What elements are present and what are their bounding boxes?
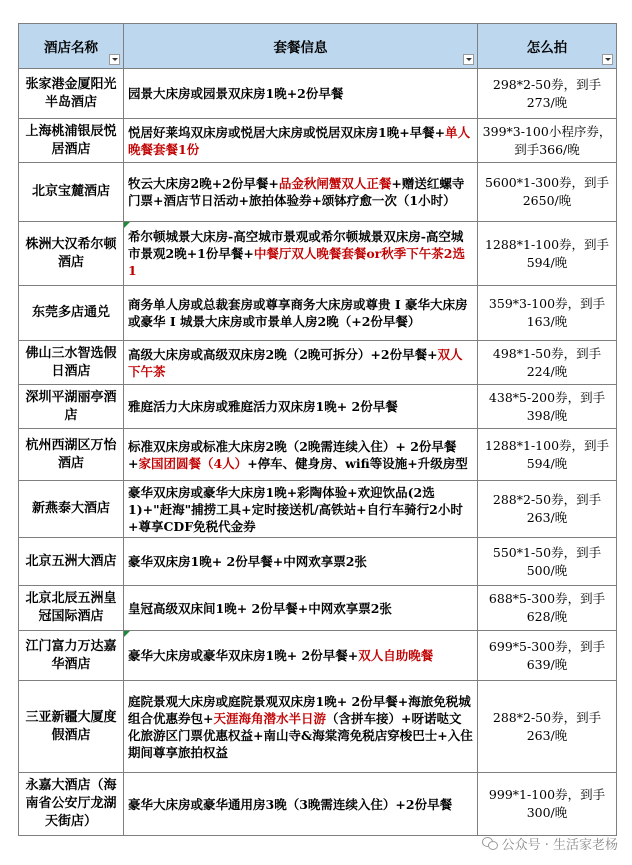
- package-text: 牧云大床房2晚+2份早餐+: [128, 176, 279, 191]
- package-text: 豪华双床房1晚+ 2份早餐+中网欢享票2张: [128, 554, 367, 569]
- price-cell[interactable]: 1288*1-100券，到手594/晚: [478, 429, 617, 481]
- wechat-icon: [482, 837, 498, 850]
- package-text: 希尔顿城景大床房-高空城市景观或希尔顿城景双床房-高空城市景观2晚+1份早餐+: [128, 229, 464, 261]
- package-info-cell[interactable]: [124, 681, 478, 773]
- hotel-name-cell[interactable]: 北京五洲大酒店: [19, 538, 124, 586]
- table-row: [19, 222, 617, 286]
- table-row: [19, 163, 617, 222]
- package-text: 标准双床房或标准大床房2晚（2晚需连续入住）+ 2份早餐+: [128, 438, 457, 471]
- hotel-name-cell[interactable]: 张家港金厦阳光半岛酒店: [19, 69, 124, 119]
- package-text: 雅庭活力大床房或雅庭活力双床房1晚+ 2份早餐: [128, 399, 398, 414]
- table-row: [19, 631, 617, 681]
- watermark: 公众号 · 生活家老杨: [482, 834, 618, 853]
- header-row: [19, 24, 617, 69]
- table-row: [19, 286, 617, 341]
- table-row: [19, 429, 617, 481]
- price-cell[interactable]: 699*5-300券，到手639/晚: [478, 631, 617, 681]
- package-info-cell[interactable]: [124, 69, 478, 119]
- package-text: 庭院景观大床房或庭院景观双床房1晚+ 2份早餐+海旅免税城组合优惠券包+: [128, 693, 471, 726]
- price-cell[interactable]: 498*1-50券，到手224/晚: [478, 341, 617, 385]
- package-text: 高级大床房或高级双床房2晚（2晚可拆分）+2份早餐+: [128, 346, 438, 362]
- hotel-name-cell[interactable]: 杭州西湖区万怡酒店: [19, 429, 124, 481]
- hotel-name-cell[interactable]: 北京宝麓酒店: [19, 163, 124, 222]
- table-row: [19, 119, 617, 163]
- price-cell[interactable]: 1288*1-100券，到手594/晚: [478, 222, 617, 286]
- table-row: [19, 538, 617, 586]
- package-info-cell[interactable]: [124, 341, 478, 385]
- package-info-cell[interactable]: [124, 631, 478, 681]
- hotel-name-cell[interactable]: 佛山三水智选假日酒店: [19, 341, 124, 385]
- package-highlight-text: 中餐厅双人晚餐套餐or秋季下午茶2选1: [128, 246, 465, 278]
- package-highlight-text: 品金秋闸蟹双人正餐: [278, 176, 392, 191]
- package-highlight-text: 家国团圆餐（4人）: [138, 455, 248, 471]
- price-cell[interactable]: 688*5-300券，到手628/晚: [478, 586, 617, 631]
- hotel-name-cell[interactable]: 永嘉大酒店（海南省公安厅龙湖天街店）: [19, 773, 124, 836]
- hotel-name-cell[interactable]: 深圳平湖丽亭酒店: [19, 385, 124, 429]
- price-cell[interactable]: 399*3-100小程序券，到手366/晚: [478, 119, 617, 163]
- table-row: [19, 69, 617, 119]
- header-price: 怎么拍: [478, 24, 617, 69]
- table-row: [19, 385, 617, 429]
- hotel-package-table: [18, 23, 617, 836]
- hotel-name-cell[interactable]: 东莞多店通兑: [19, 286, 124, 341]
- package-highlight-text: 单人晚餐套餐1份: [128, 124, 471, 157]
- package-info-cell[interactable]: [124, 385, 478, 429]
- filter-dropdown-icon[interactable]: [602, 54, 613, 65]
- table-row: [19, 481, 617, 538]
- package-info-cell[interactable]: [124, 119, 478, 163]
- filter-dropdown-icon[interactable]: [109, 54, 120, 65]
- hotel-name-cell[interactable]: 新燕泰大酒店: [19, 481, 124, 538]
- package-info-cell[interactable]: [124, 222, 478, 286]
- price-cell[interactable]: 288*2-50券，到手263/晚: [478, 481, 617, 538]
- header-hotel: 酒店名称: [19, 24, 124, 69]
- hotel-name-cell[interactable]: 三亚新疆大厦度假酒店: [19, 681, 124, 773]
- package-text: 园景大床房或园景双床房1晚+2份早餐: [128, 86, 344, 101]
- package-text: （含拼车接）+呀诺哒文化旅游区门票优惠权益+南山寺&海棠湾免税店穿梭巴士+入住期间尊享旅拍权益: [128, 710, 473, 760]
- package-text: +停车、健身房、wifi等设施+升级房型: [247, 455, 468, 471]
- package-highlight-text: 双人下午茶: [128, 346, 463, 379]
- package-text: 豪华大床房或豪华通用房3晚（3晚需连续入住）+2份早餐: [128, 796, 453, 812]
- package-text: 皇冠高级双床间1晚+ 2份早餐+中网欢享票2张: [128, 600, 392, 616]
- package-info-cell[interactable]: [124, 586, 478, 631]
- price-cell[interactable]: 359*3-100券，到手163/晚: [478, 286, 617, 341]
- package-info-cell[interactable]: [124, 163, 478, 222]
- hotel-name-cell[interactable]: 北京北辰五洲皇冠国际酒店: [19, 586, 124, 631]
- package-info-cell[interactable]: [124, 481, 478, 538]
- comment-indicator-icon: [124, 222, 130, 228]
- package-info-cell[interactable]: [124, 286, 478, 341]
- hotel-name-cell[interactable]: 江门富力万达嘉华酒店: [19, 631, 124, 681]
- package-text: 悦居好莱坞双床房或悦居大床房或悦居双床房1晚+早餐+: [128, 124, 446, 140]
- table-row: [19, 681, 617, 773]
- table-row: [19, 341, 617, 385]
- package-info-cell[interactable]: [124, 429, 478, 481]
- table-row: [19, 773, 617, 836]
- hotel-name-cell[interactable]: 株洲大汉希尔顿酒店: [19, 222, 124, 286]
- package-info-cell[interactable]: [124, 538, 478, 586]
- package-text: 商务单人房或总裁套房或尊享商务大床房或尊贵 I 豪华大床房或豪华 I 城景大床房或市景单人房2晚（+2份早餐）: [128, 297, 468, 329]
- package-text: 豪华大床房或豪华双床房1晚+ 2份早餐+: [128, 648, 359, 663]
- price-cell[interactable]: 288*2-50券，到手263/晚: [478, 681, 617, 773]
- table-row: [19, 586, 617, 631]
- package-text: 豪华双床房或豪华大床房1晚+彩陶体验+欢迎饮品(2选1)+"赶海"捕捞工具+定时接送机/高铁站+自行车骑行2小时+尊享CDF免税代金券: [128, 484, 463, 534]
- package-highlight-text: 天涯海角潜水半日游: [213, 710, 326, 726]
- package-info-cell[interactable]: [124, 773, 478, 836]
- price-cell[interactable]: 5600*1-300券，到手2650/晚: [478, 163, 617, 222]
- package-highlight-text: 双人自助晚餐: [358, 648, 434, 663]
- price-cell[interactable]: 550*1-50券，到手500/晚: [478, 538, 617, 586]
- header-package: 套餐信息: [124, 24, 478, 69]
- price-cell[interactable]: 999*1-100券，到手300/晚: [478, 773, 617, 836]
- comment-indicator-icon: [124, 631, 130, 637]
- package-text: +赠送红螺寺门票+酒店节日活动+旅拍体验券+颂钵疗愈一次（1小时）: [128, 176, 465, 208]
- filter-dropdown-icon[interactable]: [463, 54, 474, 65]
- price-cell[interactable]: 298*2-50券，到手273/晚: [478, 69, 617, 119]
- price-cell[interactable]: 438*5-200券，到手398/晚: [478, 385, 617, 429]
- hotel-name-cell[interactable]: 上海桃浦银辰悦居酒店: [19, 119, 124, 163]
